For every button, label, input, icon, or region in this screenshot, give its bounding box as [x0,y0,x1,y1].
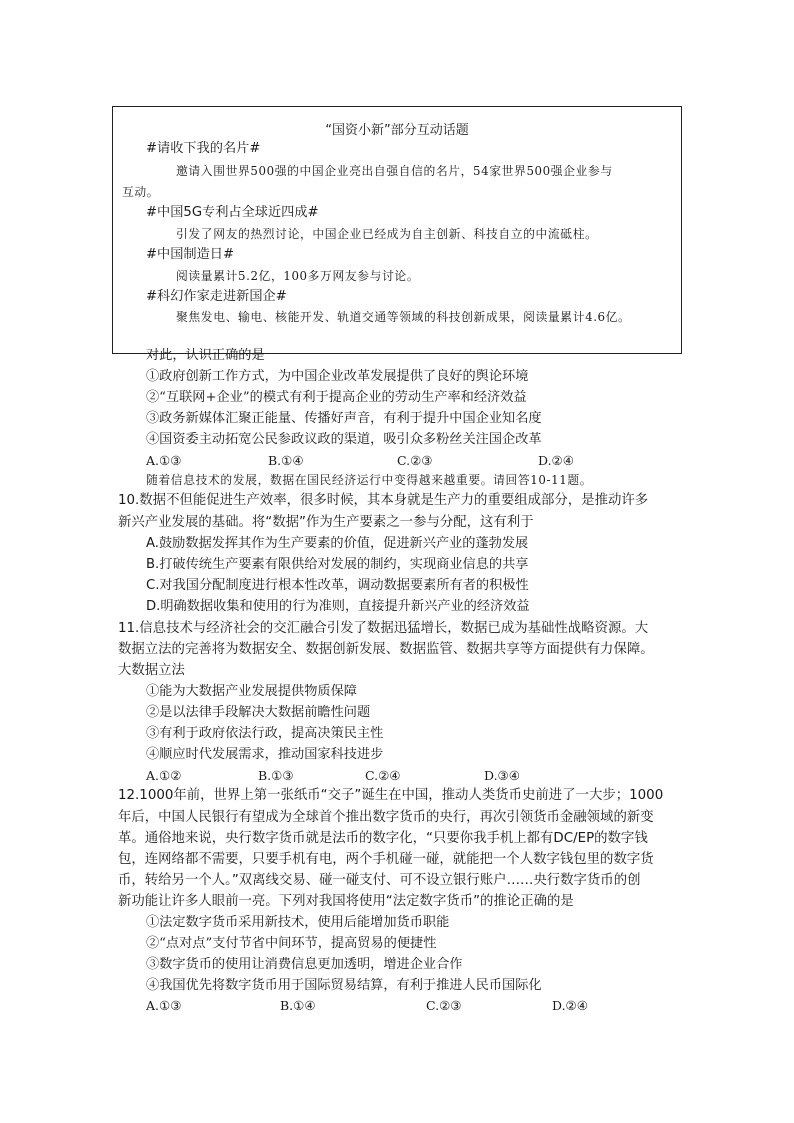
q9-item: ③政务新媒体汇聚正能量、传播好声音，有利于提升中国企业知名度 [146,411,542,426]
q9-stem: 对此，认识正确的是 [146,348,265,363]
q9-item: ①政府创新工作方式，为中国企业改革发展提供了良好的舆论环境 [146,369,529,384]
q9-item: ④国资委主动拓宽公民参政议政的渠道，吸引众多粉丝关注国企改革 [146,432,542,447]
q10-option-c[interactable]: C.对我国分配制度进行根本性改革，调动数据要素所有者的积极性 [146,578,529,593]
q12-stem: 新功能让许多人眼前一亮。下列对我国将使用“法定数字货币”的推论正确的是 [118,894,574,909]
q10-stem: 新兴产业发展的基础。将“数据”作为生产要素之一参与分配，这有利于 [118,515,534,530]
topic-desc: 引发了网友的热烈讨论，中国企业已经成为自主创新、科技自立的中流砥柱。 [176,227,598,241]
q11-option-b[interactable]: B.①③ [258,768,294,783]
q11-item: ③有利于政府依法行政，提高决策民主性 [146,726,384,741]
box-title: “国资小新”部分互动话题 [325,123,469,138]
q9-option-c[interactable]: C.②③ [397,453,433,468]
q10-option-b[interactable]: B.打破传统生产要素有限供给对发展的制约，实现商业信息的共享 [146,557,529,572]
topic-desc: 阅读量累计5.2亿，100多万网友参与讨论。 [176,269,420,283]
q11-option-d[interactable]: D.③④ [484,768,520,783]
q12-stem: 12.1000年前，世界上第一张纸币“交子”诞生在中国，推动人类货币史前进了一大步；1000 [118,788,664,803]
q12-item: ①法定数字货币采用新技术，使用后能增加货币职能 [146,915,450,930]
topic-tag: #中国5G专利占全球近四成# [146,205,319,220]
q11-item: ②是以法律手段解决大数据前瞻性问题 [146,705,371,720]
q10-stem: 10.数据不但能促进生产效率，很多时候，其本身就是生产力的重要组成部分，是推动许多 [118,493,649,508]
q11-item: ④顺应时代发展需求，推动国家科技进步 [146,747,384,762]
q12-option-c[interactable]: C.②③ [426,998,462,1013]
q9-option-d[interactable]: D.②④ [538,453,574,468]
q12-stem: 包，连网络都不需要，只要手机有电，两个手机碰一碰，就能把一个人数字钱包里的数字货 [118,852,654,867]
q12-stem: 革。通俗地来说，央行数字货币就是法币的数字化，“只要你我手机上都有DC/EP的数字钱 [118,831,648,846]
topic-desc: 邀请入围世界500强的中国企业亮出自强自信的名片，54家世界500强企业参与 [176,164,613,178]
q12-stem: 币，转给另一个人。”双离线交易、碰一碰支付、可不设立银行账户……央行数字货币的创 [118,873,641,888]
q11-item: ①能为大数据产业发展提供物质保障 [146,684,357,699]
q9-item: ②“互联网+企业”的模式有利于提高企业的劳动生产率和经济效益 [146,390,527,405]
topic-tag: #科幻作家走进新国企# [146,289,287,304]
q9-option-b[interactable]: B.①④ [268,453,304,468]
topic-tag: #请收下我的名片# [146,141,261,156]
intro-10-11: 随着信息技术的发展，数据在国民经济运行中变得越来越重要。请回答10-11题。 [146,473,593,487]
topic-desc: 互动。 [122,185,160,199]
q12-option-d[interactable]: D.②④ [552,998,588,1013]
q11-stem: 数据立法的完善将为数据安全、数据创新发展、数据监管、数据共享等方面提供有力保障。 [118,642,654,657]
q10-option-a[interactable]: A.鼓励数据发挥其作为生产要素的价值，促进新兴产业的蓬勃发展 [146,536,529,551]
q12-item: ②“点对点”支付节省中间环节，提高贸易的便捷性 [146,936,437,951]
q10-option-d[interactable]: D.明确数据收集和使用的行为准则，直接提升新兴产业的经济效益 [146,599,530,614]
q12-item: ③数字货币的使用让消费信息更加透明，增进企业合作 [146,957,463,972]
q11-stem: 大数据立法 [118,663,185,678]
q12-option-b[interactable]: B.①④ [280,998,316,1013]
q9-option-a[interactable]: A.①③ [146,453,182,468]
q11-stem: 11.信息技术与经济社会的交汇融合引发了数据迅猛增长，数据已成为基础性战略资源。大 [118,621,649,636]
q12-option-a[interactable]: A.①③ [146,998,182,1013]
topic-desc: 聚焦发电、输电、核能开发、轨道交通等领域的科技创新成果，阅读量累计4.6亿。 [176,310,631,324]
topic-tag: #中国制造日# [146,247,235,262]
q11-option-a[interactable]: A.①② [146,768,182,783]
q11-option-c[interactable]: C.②④ [365,768,401,783]
q12-item: ④我国优先将数字货币用于国际贸易结算，有利于推进人民币国际化 [146,978,542,993]
q12-stem: 年后，中国人民银行有望成为全球首个推出数字货币的央行，再次引领货币金融领域的新变 [118,810,654,825]
